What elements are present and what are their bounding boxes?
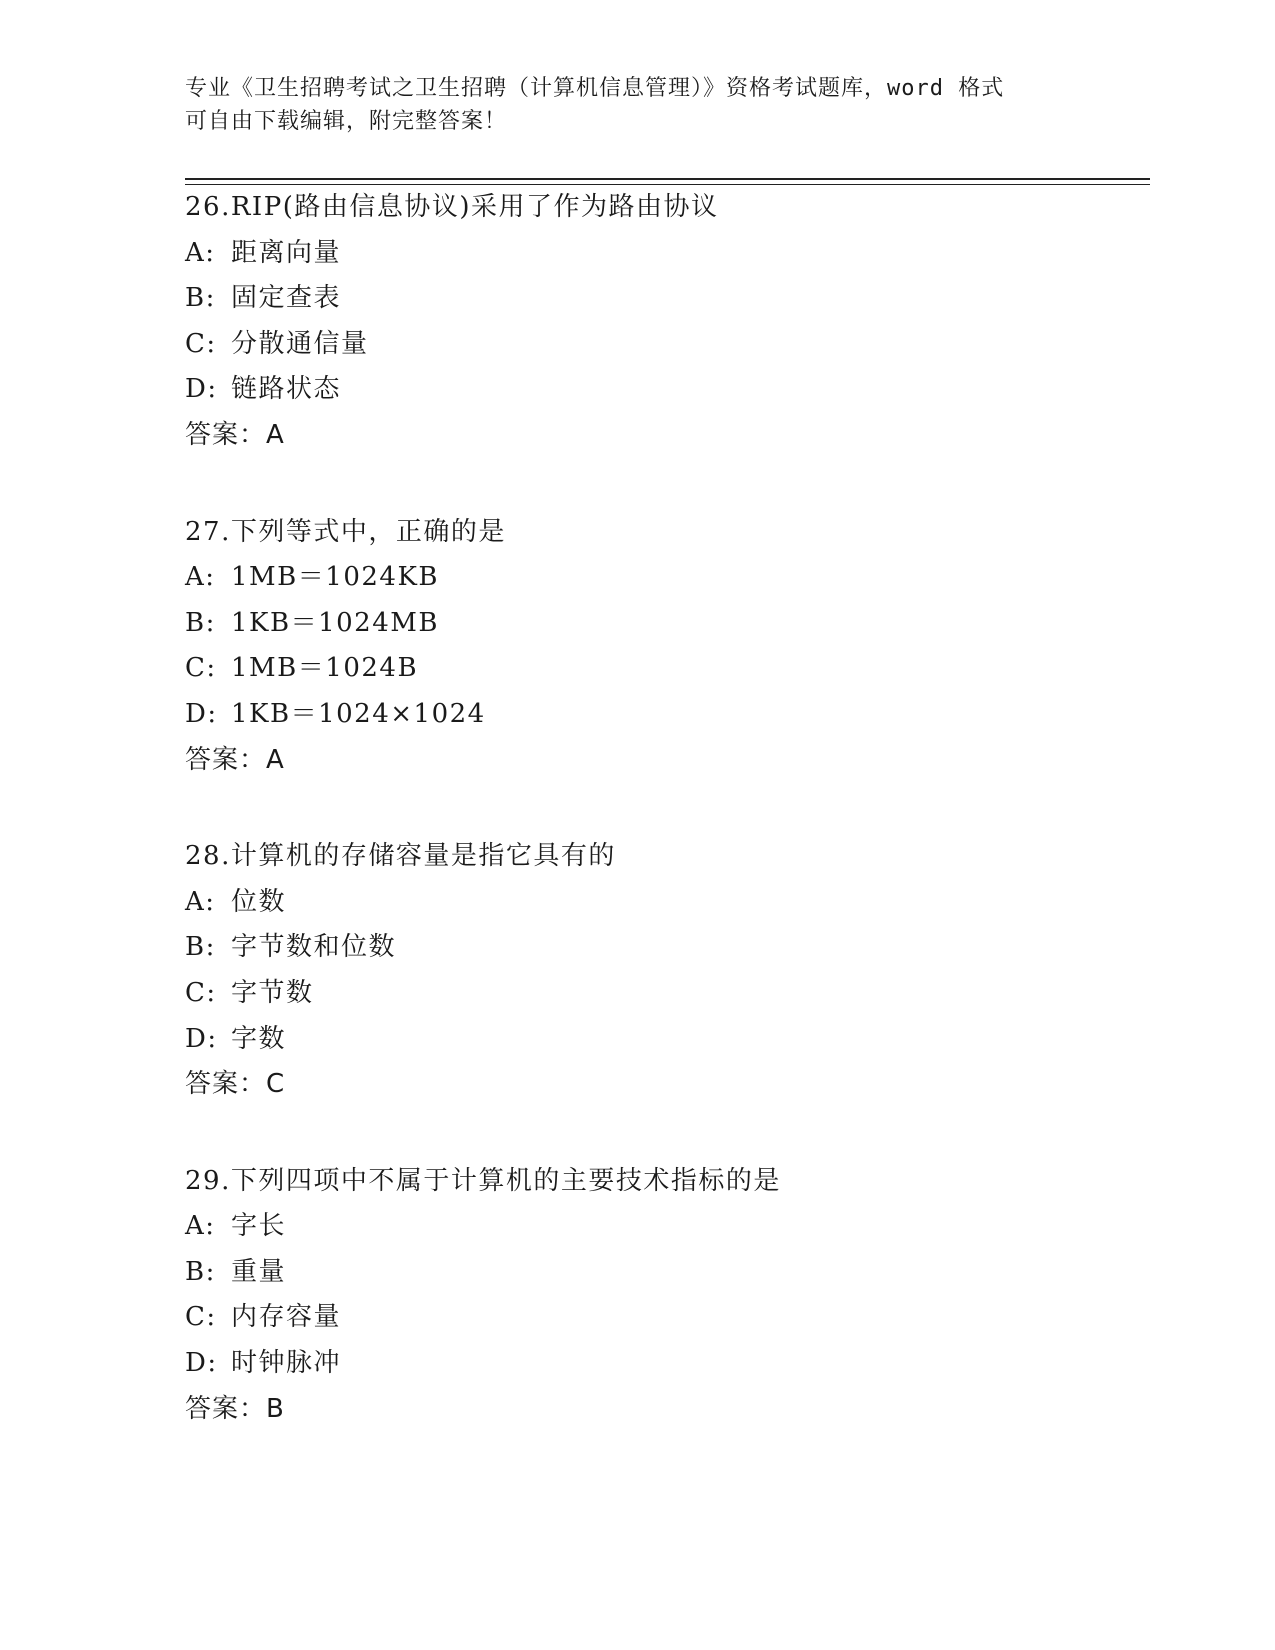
option-letter: A: <box>185 237 216 268</box>
option-c <box>185 322 1145 368</box>
question-26 <box>185 185 1145 459</box>
option-text: 1MB＝1024KB <box>231 562 439 593</box>
option-letter: B: <box>185 1256 216 1287</box>
option-b <box>185 925 1145 971</box>
header-line-2: 可自由下载编辑，附完整答案！ <box>185 109 508 134</box>
answer-label: 答案： <box>185 744 267 775</box>
option-text: 字数 <box>231 1023 287 1054</box>
answer-value: A <box>266 744 285 775</box>
option-d <box>185 1017 1145 1063</box>
option-b <box>185 601 1145 647</box>
option-letter: D: <box>185 1023 218 1054</box>
option-b <box>185 1250 1145 1296</box>
option-a <box>185 231 1145 277</box>
answer-value: B <box>266 1393 285 1424</box>
option-letter: C: <box>185 328 217 359</box>
question-29 <box>185 1159 1145 1433</box>
header-divider <box>185 178 1150 185</box>
option-d <box>185 1341 1145 1387</box>
option-text: 字节数 <box>231 977 314 1008</box>
option-c <box>185 1295 1145 1341</box>
question-28 <box>185 834 1145 1108</box>
option-text: 内存容量 <box>231 1302 342 1333</box>
option-letter: D: <box>185 698 218 729</box>
answer-line <box>185 1387 1145 1433</box>
option-letter: B: <box>185 932 216 963</box>
option-text: 分散通信量 <box>231 328 369 359</box>
question-stem: 27.下列等式中，正确的是 <box>185 516 506 547</box>
option-letter: C: <box>185 977 217 1008</box>
option-text: 位数 <box>231 886 287 917</box>
answer-line <box>185 738 1145 784</box>
question-list <box>185 185 1145 1483</box>
option-letter: A: <box>185 562 216 593</box>
option-d <box>185 692 1145 738</box>
answer-label: 答案： <box>185 1069 267 1100</box>
answer-line <box>185 413 1145 459</box>
option-text: 1KB＝1024MB <box>231 607 439 638</box>
option-text: 链路状态 <box>231 374 342 405</box>
option-a <box>185 555 1145 601</box>
answer-value: C <box>266 1069 286 1100</box>
option-letter: B: <box>185 283 216 314</box>
option-text: 时钟脉冲 <box>231 1348 342 1379</box>
option-text: 字长 <box>231 1211 287 1242</box>
option-text: 1MB＝1024B <box>231 653 419 684</box>
option-text: 固定查表 <box>231 283 342 314</box>
option-d <box>185 367 1145 413</box>
option-text: 重量 <box>231 1256 287 1287</box>
option-letter: A: <box>185 1211 216 1242</box>
question-stem: 26.RIP(路由信息协议)采用了作为路由协议 <box>185 192 719 222</box>
answer-label: 答案： <box>185 419 267 450</box>
question-27 <box>185 510 1145 784</box>
option-c <box>185 646 1145 692</box>
option-letter: D: <box>185 374 218 405</box>
answer-label: 答案： <box>185 1393 267 1424</box>
question-stem: 28.计算机的存储容量是指它具有的 <box>185 841 616 872</box>
option-letter: B: <box>185 607 216 638</box>
option-b <box>185 276 1145 322</box>
option-c <box>185 971 1145 1017</box>
answer-value: A <box>266 419 285 450</box>
option-letter: C: <box>185 1302 217 1333</box>
question-stem: 29.下列四项中不属于计算机的主要技术指标的是 <box>185 1165 781 1196</box>
option-letter: A: <box>185 886 216 917</box>
option-text: 字节数和位数 <box>231 932 397 963</box>
option-letter: C: <box>185 653 217 684</box>
option-letter: D: <box>185 1348 218 1379</box>
header-line-1: 专业《卫生招聘考试之卫生招聘（计算机信息管理）》资格考试题库，word 格式 <box>185 76 1005 101</box>
answer-line <box>185 1062 1145 1108</box>
option-a <box>185 880 1145 926</box>
option-text: 1KB＝1024×1024 <box>231 698 486 729</box>
option-a <box>185 1204 1145 1250</box>
document-header <box>185 72 1085 138</box>
option-text: 距离向量 <box>231 237 342 268</box>
